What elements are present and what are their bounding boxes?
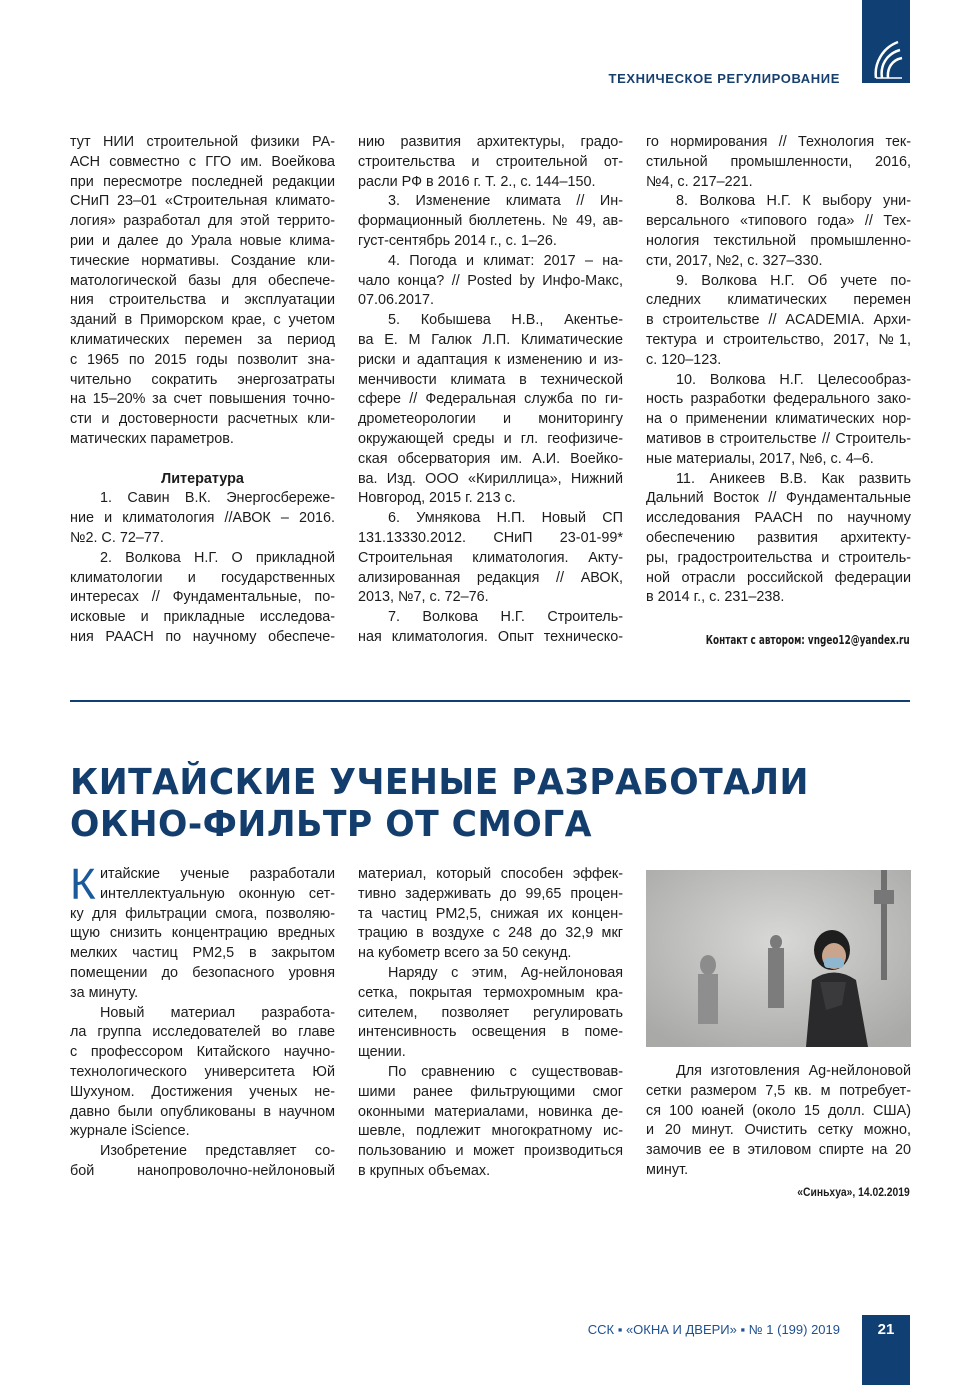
text-line: 9. Волкова Н.Г. Об учете по- (676, 272, 911, 289)
text-line: 2. Волкова Н.Г. О прикладной (100, 549, 335, 566)
text-line: обеспечению развития архитекту- (646, 529, 911, 546)
text-line: с профессором Китайского научно- (70, 1044, 335, 1061)
references-column-3 (646, 133, 911, 608)
text-line: ва Е. М Галюк Л.П. Климатические (358, 331, 623, 348)
paragraph (358, 133, 623, 192)
paragraph (70, 133, 335, 450)
text-line: менчивости климата в технической (358, 371, 623, 388)
text-line: шими ранее фильтрующими смог (358, 1083, 623, 1100)
author-contact: Контакт с автором: vngeo12@yandex.ru (706, 633, 910, 647)
text-line: 6. Умнякова Н.П. Новый СП (388, 510, 623, 527)
text-line: ализированная редакция // АВОК, (358, 569, 623, 586)
publication-info: ССК ▪ «ОКНА И ДВЕРИ» ▪ № 1 (199) 2019 (587, 1322, 840, 1337)
paragraph (646, 272, 911, 371)
text-line: за минуту. (70, 984, 139, 1001)
text-line: риски и адаптация к изменению и из- (358, 351, 623, 368)
text-line: минут. (646, 1161, 689, 1178)
paragraph (646, 133, 911, 192)
text-line: ры, градостроительства и строитель- (646, 549, 911, 566)
text-line: на о применении климатических нор- (646, 411, 911, 428)
text-line: зданий в Приморском крае, с учетом (70, 312, 335, 329)
text-line: №2. С. 72–77. (70, 529, 164, 546)
text-line: ность разработки федерального зако- (646, 391, 911, 408)
section-divider (70, 700, 910, 702)
text-line: в 2014 г., с. 231–238. (646, 589, 785, 606)
text-line: ва. Изд. ООО «Кириллица», Нижний (358, 470, 623, 487)
text-line: 3. Изменение климата // Ин- (388, 193, 623, 210)
headline-line-1: КИТАЙСКИЕ УЧЕНЫЕ РАЗРАБОТАЛИ (70, 762, 809, 803)
text-line: Наряду с этим, Ag-нейлоновая (388, 964, 623, 981)
text-line: климатических перемен за период (70, 331, 335, 348)
text-line: матических параметров. (70, 430, 234, 447)
drop-cap: К (70, 860, 96, 909)
paragraph (358, 964, 623, 1063)
text-line: 11. Аникеев В.В. Как развить (676, 470, 911, 487)
text-line: 2013, №7, с. 72–76. (358, 589, 489, 606)
text-line: интеллектуальную оконную сет- (100, 885, 335, 902)
text-line: сителем, позволяет регулировать (358, 1004, 623, 1021)
text-line: логия» разработал для этой террито- (70, 213, 335, 230)
text-line: 131.13330.2012. СНиП 23-01-99* (358, 529, 623, 546)
text-line: Новгород, 2015 г. 213 с. (358, 490, 516, 507)
text-line: 7. Волкова Н.Г. Строитель- (388, 609, 623, 626)
text-line: СНиП 23–01 «Строительная климато- (70, 193, 335, 210)
paragraph (646, 470, 911, 609)
text-line: чительно сократить энергозатраты (70, 371, 335, 388)
paragraph (358, 865, 623, 964)
text-line: сфере // Федеральная служба по ги- (358, 391, 623, 408)
paragraph (70, 1004, 335, 1143)
text-line: 5. Кобышева Н.В., Акентье- (388, 312, 623, 329)
text-line: тут НИИ строительной физики РА- (70, 134, 335, 150)
text-line: интенсивность освещения в поме- (358, 1024, 623, 1041)
text-line: при пересмотре последней редакции (70, 173, 335, 190)
text-line: дрометеорологии и мониторингу (358, 411, 623, 428)
paragraph (358, 192, 623, 251)
text-line: сетка, покрытая термохромным кра- (358, 984, 623, 1001)
text-line: та частиц PM2,5, снижая их концен- (358, 905, 623, 922)
paragraph (70, 860, 335, 1004)
paragraph (358, 252, 623, 311)
text-line: на кубометр всего за 50 секунд. (358, 945, 572, 962)
text-line: По сравнению с существовав- (388, 1063, 623, 1080)
paragraph (358, 509, 623, 608)
references-column-1 (70, 133, 335, 648)
news-source: «Синьхуа», 14.02.2019 (797, 1185, 910, 1199)
paragraph (646, 1062, 911, 1181)
text-line: №4, с. 217–221. (646, 173, 753, 190)
text-line: исковые и прикладные исследова- (70, 609, 335, 626)
text-line: и 20 минут. Очистить сетку можно, (646, 1122, 911, 1139)
text-line: в строительстве // ACADEMIA. Архи- (646, 312, 911, 329)
text-line: давно были опубликованы в научном (70, 1103, 335, 1120)
text-line: с. 120–123. (646, 351, 722, 368)
text-line: с 1965 по 2015 годы позволит зна- (70, 351, 335, 368)
text-line: трацию в воздухе с 248 до 32,9 мкг (358, 925, 623, 942)
text-line: чало конца? // Posted by Инфо-Макс, (358, 272, 623, 289)
paragraph (70, 489, 335, 548)
text-line: нология текстильной промышленно- (646, 232, 911, 249)
text-line: рии и далее до Урала новые клима- (70, 232, 335, 249)
text-line: стильной промышленности, 2016, (646, 153, 911, 170)
text-line: сетки размером 7,5 кв. м потребует- (646, 1082, 911, 1099)
text-line: щую снизить концентрацию вредных (70, 925, 335, 942)
text-line: итайские ученые разработали (100, 866, 335, 882)
paragraph (70, 1142, 335, 1182)
text-line: щении. (358, 1044, 406, 1061)
text-line: Изобретение представляет со- (100, 1143, 335, 1160)
paragraph (70, 549, 335, 648)
section-title: ТЕХНИЧЕСКОЕ РЕГУЛИРОВАНИЕ (608, 71, 840, 86)
text-line: ние и климатология //АВОК – 2016. (70, 510, 335, 527)
text-line: Шухуном. Достижения ученых не- (70, 1083, 335, 1100)
paragraph (646, 371, 911, 470)
text-line: сти, 2017, №2, с. 327–330. (646, 252, 823, 269)
text-line: 10. Волкова Н.Г. Целесообраз- (676, 371, 911, 388)
text-line: ла группа исследователей во главе (70, 1024, 335, 1041)
text-line: го нормирования // Технология тек- (646, 134, 911, 150)
text-line: журнале iScience. (70, 1123, 190, 1140)
text-line: шевле, подлежит многократному ис- (358, 1123, 623, 1140)
text-line: бой нанопроволочно-нейлоновый (70, 1162, 335, 1179)
text-line: пользованию и может производиться (358, 1143, 623, 1160)
page-number: 21 (862, 1315, 910, 1385)
text-line: 07.06.2017. (358, 292, 435, 309)
paragraph (646, 192, 911, 271)
text-line: густ-сентябрь 2014 г., с. 1–26. (358, 232, 557, 249)
text-line: мелких частиц PM2,5 в закрытом (70, 945, 335, 962)
text-line: расли РФ в 2016 г. Т. 2., с. 144–150. (358, 173, 596, 190)
text-line: 1. Савин В.К. Энергосбереже- (100, 490, 335, 507)
text-line: 8. Волкова Н.Г. К выбору уни- (676, 193, 911, 210)
text-line: ния РААСН по научному обеспече- (70, 628, 335, 645)
text-line: формационный бюллетень. № 49, ав- (358, 213, 623, 230)
photo-caption (646, 1062, 911, 1181)
text-line: исследования РААСН по научному (646, 510, 911, 527)
text-line: Новый материал разработа- (100, 1004, 335, 1021)
text-line: сти и достоверности расчетных кли- (70, 411, 335, 428)
text-line: ная климатология. Опыт техническо- (358, 628, 623, 645)
text-line: АСН совместно с ГГО им. Воейкова (70, 153, 335, 170)
text-line: ния строительства и эксплуатации (70, 292, 335, 309)
text-line: версального «типового года» // Тех- (646, 213, 911, 230)
text-line: строительства и строительной от- (358, 153, 623, 170)
text-line: оконными материалами, новинка де- (358, 1103, 623, 1120)
text-line: ные материалы, 2017, №6, с. 4–6. (646, 450, 874, 467)
article-headline (70, 762, 809, 846)
magazine-logo-icon (868, 38, 904, 80)
text-line: 4. Погода и климат: 2017 – на- (388, 252, 623, 269)
text-line: Для изготовления Ag-нейлоновой (676, 1063, 911, 1079)
text-line: помещении до безопасного уровня (70, 964, 335, 981)
header-logo-box (862, 0, 910, 83)
text-line: нию развития архитектуры, градо- (358, 134, 623, 150)
text-line: ной отрасли российской федерации (646, 569, 911, 586)
text-line: Дальний Восток // Фундаментальные (646, 490, 911, 507)
article-column-1 (70, 860, 335, 1182)
text-line: в крупных объемах. (358, 1162, 491, 1179)
paragraph (358, 1063, 623, 1182)
references-column-2 (358, 133, 623, 648)
text-line: материал, который способен эффек- (358, 866, 623, 882)
headline-line-2: ОКНО-ФИЛЬТР ОТ СМОГА (70, 804, 592, 845)
text-line: ская обсерватория им. А.И. Воейко- (358, 450, 623, 467)
text-line: климатологии и государственных (70, 569, 335, 586)
text-line: технологического университета Юй (70, 1063, 335, 1080)
text-line: на 15–20% за счет повышения точно- (70, 391, 335, 408)
text-line: ку для фильтрации смога, позволяю- (70, 905, 335, 922)
references-heading: Литература (161, 470, 244, 487)
text-line: окружающей среды и гл. геофизиче- (358, 430, 623, 447)
paragraph (358, 608, 623, 648)
text-line: следних климатических перемен (646, 292, 911, 309)
text-line: Строительная климатология. Акту- (358, 549, 623, 566)
text-line: матологической базы для обеспече- (70, 272, 335, 289)
text-line: интересах // Фундаментальные, по- (70, 589, 335, 606)
text-line: тические нормативы. Создание кли- (70, 252, 335, 269)
paragraph (358, 311, 623, 509)
text-line: замочив ее в этиловом спирте на 20 (646, 1142, 911, 1159)
text-line: ся 100 юаней (около 15 долл. США) (646, 1102, 911, 1119)
smog-photo (646, 870, 911, 1047)
article-column-2 (358, 865, 623, 1182)
text-line: мативов в строительстве // Строитель- (646, 430, 911, 447)
text-line: тивно задерживать до 99,65 процен- (358, 885, 623, 902)
text-line: тектура и строительство, 2017, №1, (646, 331, 911, 348)
